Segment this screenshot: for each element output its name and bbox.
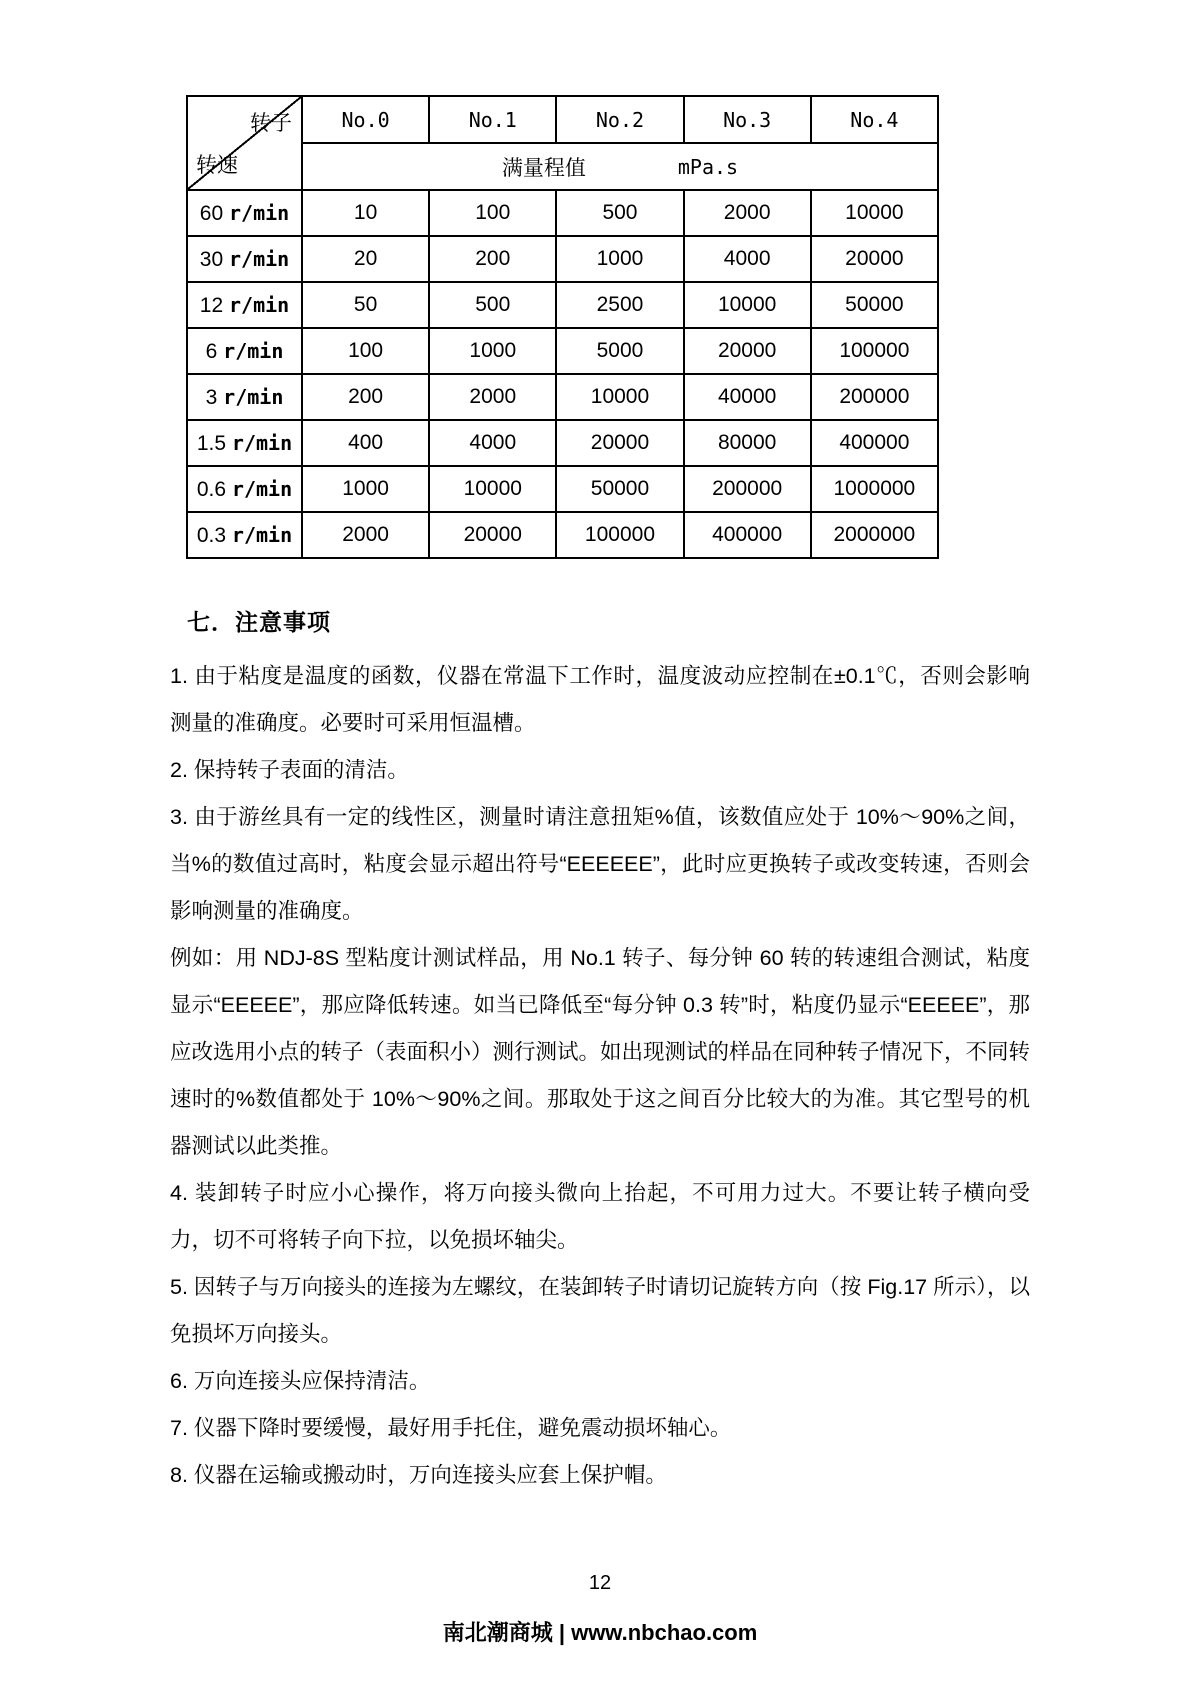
note-paragraph-2: 2. 保持转子表面的清洁。 (170, 758, 409, 782)
speed-unit: r/min (223, 384, 284, 409)
speed-unit: r/min (231, 430, 293, 455)
column-header-no3: No.3 (684, 96, 811, 143)
note-paragraph-4: 4. 装卸转子时应小心操作，将万向接头微向上抬起，不可用力过大。不要让转子横向受力，切不可将转子向下拉，以免损坏轴尖。 (170, 1181, 1030, 1252)
value-cell: 400000 (811, 420, 938, 466)
value-cell: 200000 (684, 466, 811, 512)
speed-unit: r/min (228, 292, 290, 317)
note-paragraph-8: 8. 仪器在运输或搬动时，万向连接头应套上保护帽。 (170, 1463, 667, 1487)
value-cell: 10 (302, 190, 429, 236)
value-cell: 2000 (429, 374, 556, 420)
value-cell: 4000 (684, 236, 811, 282)
value-cell: 1000 (302, 466, 429, 512)
table-row (187, 512, 938, 558)
speed-cell (187, 466, 302, 512)
speed-unit: r/min (223, 338, 284, 363)
value-cell: 2000 (684, 190, 811, 236)
value-cell: 2500 (556, 282, 683, 328)
table-row (187, 374, 938, 420)
value-cell: 10000 (811, 190, 938, 236)
value-cell: 50000 (811, 282, 938, 328)
value-cell: 100000 (811, 328, 938, 374)
speed-cell (187, 282, 302, 328)
note-paragraph-5: 5. 因转子与万向接头的连接为左螺纹，在装卸转子时请切记旋转方向（按 Fig.17 所示），以免损坏万向接头。 (170, 1275, 1030, 1346)
table-row (187, 236, 938, 282)
table-row (187, 466, 938, 512)
value-cell: 20000 (429, 512, 556, 558)
full-scale-table (186, 95, 939, 559)
value-cell: 80000 (684, 420, 811, 466)
value-cell: 500 (429, 282, 556, 328)
speed-unit: r/min (228, 246, 290, 271)
value-cell: 1000 (429, 328, 556, 374)
value-cell: 400 (302, 420, 429, 466)
speed-value: 0.6 (196, 477, 227, 501)
footer-brand: 南北潮商城 | www.nbchao.com (442, 1620, 758, 1645)
table-header-row (187, 96, 938, 143)
value-cell: 20000 (556, 420, 683, 466)
value-cell: 1000000 (811, 466, 938, 512)
value-cell: 50 (302, 282, 429, 328)
full-scale-label: 满量程值 (501, 156, 586, 180)
speed-cell (187, 190, 302, 236)
page-number: 12 (588, 1572, 612, 1594)
note-paragraph-7: 7. 仪器下降时要缓慢，最好用手托住，避免震动损坏轴心。 (170, 1416, 732, 1440)
corner-label-rotor: 转子 (250, 112, 292, 135)
table-corner-cell (187, 96, 302, 190)
speed-value: 60 (199, 201, 224, 225)
value-cell: 500 (556, 190, 683, 236)
value-cell: 10000 (429, 466, 556, 512)
notes-section (170, 653, 1030, 1499)
corner-label-speed: 转速 (196, 154, 238, 177)
value-cell: 10000 (556, 374, 683, 420)
table-row (187, 328, 938, 374)
value-cell: 2000000 (811, 512, 938, 558)
table-row (187, 420, 938, 466)
speed-cell (187, 374, 302, 420)
value-cell: 50000 (556, 466, 683, 512)
value-cell: 4000 (429, 420, 556, 466)
speed-value: 30 (199, 247, 224, 271)
note-paragraph-3: 3. 由于游丝具有一定的线性区，测量时请注意扭矩%值，该数值应处于 10%～90%之间，当%的数值过高时，粘度会显示超出符号“EEEEEE”，此时应更换转子或改变转速，否则会影响测量的准确度。 (170, 805, 1030, 923)
value-cell: 20000 (811, 236, 938, 282)
column-header-no1: No.1 (429, 96, 556, 143)
table-subheader-cell (302, 143, 938, 190)
column-header-no0: No.0 (302, 96, 429, 143)
column-header-no4: No.4 (811, 96, 938, 143)
value-cell: 200 (302, 374, 429, 420)
value-cell: 40000 (684, 374, 811, 420)
note-paragraph-6: 6. 万向连接头应保持清洁。 (170, 1369, 431, 1393)
table-row (187, 282, 938, 328)
speed-value: 1.5 (196, 431, 227, 455)
speed-unit: r/min (231, 476, 293, 501)
value-cell: 100 (302, 328, 429, 374)
column-header-no2: No.2 (556, 96, 683, 143)
full-scale-table-body (187, 190, 938, 558)
value-cell: 10000 (684, 282, 811, 328)
table-row (187, 190, 938, 236)
speed-value: 3 (205, 385, 218, 409)
speed-value: 0.3 (196, 523, 227, 547)
speed-value: 12 (199, 293, 224, 317)
note-paragraph-1: 1. 由于粘度是温度的函数，仪器在常温下工作时，温度波动应控制在±0.1℃，否则会影响测量的准确度。必要时可采用恒温槽。 (170, 664, 1030, 735)
section-heading: 七．注意事项 (187, 609, 331, 635)
value-cell: 200 (429, 236, 556, 282)
value-cell: 20000 (684, 328, 811, 374)
speed-cell (187, 236, 302, 282)
value-cell: 400000 (684, 512, 811, 558)
value-cell: 100 (429, 190, 556, 236)
speed-cell (187, 328, 302, 374)
value-cell: 100000 (556, 512, 683, 558)
value-cell: 20 (302, 236, 429, 282)
speed-value: 6 (205, 339, 218, 363)
value-cell: 5000 (556, 328, 683, 374)
speed-unit: r/min (231, 522, 293, 547)
value-cell: 2000 (302, 512, 429, 558)
value-cell: 200000 (811, 374, 938, 420)
unit-label: mPa.s (677, 154, 739, 179)
speed-unit: r/min (228, 200, 290, 225)
note-paragraph-example: 例如：用 NDJ-8S 型粘度计测试样品，用 No.1 转子、每分钟 60 转的转速组合测试，粘度显示“EEEEE”，那应降低转速。如当已降低至“每分钟 0.3 转”时，粘度仍显示“EEEEE”，那应改选用小点的转子（表面积小）测行测试。如出现测试的样品在同种转子情况下，不同转速时的%数值都处于 10%～90%之间。那取处于这之间百分比较大的为准。其它型号的机器测试以此类推。 (170, 946, 1031, 1158)
value-cell: 1000 (556, 236, 683, 282)
speed-cell (187, 420, 302, 466)
speed-cell (187, 512, 302, 558)
